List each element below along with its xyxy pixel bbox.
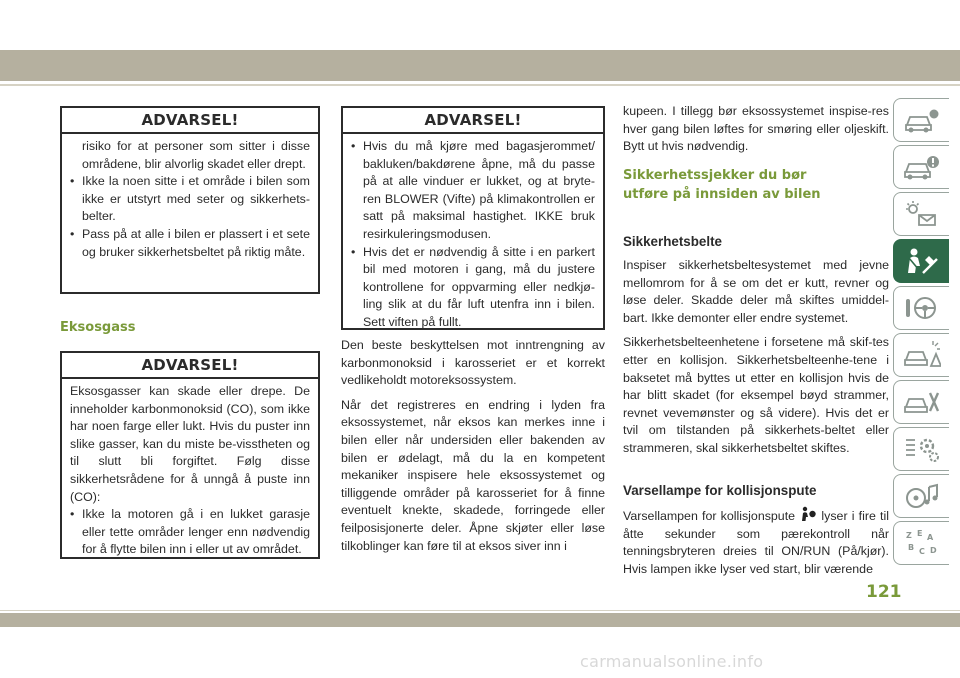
middle-column-text [341, 337, 605, 562]
header-band [0, 50, 960, 81]
svg-text:C: C [918, 547, 925, 556]
seatbelt-safety-icon [903, 246, 941, 276]
warning-bullets [70, 173, 310, 261]
tab-multimedia[interactable] [893, 474, 949, 518]
tab-steering-wheel[interactable] [893, 286, 949, 330]
warning-body [62, 379, 318, 567]
page-number: 121 [866, 582, 902, 602]
warning-body [343, 134, 603, 340]
airbag-warning-icon [799, 506, 817, 522]
header-rule [0, 84, 960, 86]
tab-specifications[interactable] [893, 427, 949, 471]
car-warning-icon [903, 152, 941, 182]
subsection-heading-airbag-lamp: Varsellampe for kollisjonspute [623, 483, 817, 498]
warning-title: ADVARSEL! [343, 108, 603, 134]
paragraph: kupeen. I tillegg bør eksossystemet inspise-res hver gang bilen løftes for smøring eller oljeskift. Bytt ut hvis nødvendig. [623, 104, 889, 154]
warning-box-exhaust [60, 351, 320, 559]
warning-box-seating [60, 106, 320, 294]
tab-car-warning[interactable] [893, 145, 949, 189]
paragraph: Den beste beskyttelsen mot inntrengning av karbonmonoksid i karosseriet er et korrekt vedlikeholdt motoreksossystem. [341, 338, 605, 388]
tab-road-emergency[interactable] [893, 333, 949, 377]
svg-text:A: A [926, 533, 933, 542]
svg-text:E: E [916, 529, 922, 538]
paragraph: Når det registreres en endring i lyden fra eksossystemet, når eksos kan merkes inne i bilen eller når undersiden eller bakenden av bilen er ødelagt, må du la en kompetent mekaniker inspisere hele eksossystemet og tilliggende områder på karosseriet for å finne eventuelt knekte, skadede, forringede eller feilposisjonerte deler. Åpne skjøter eller løse tilkoblinger kan føre til at eksos siver inn i [341, 397, 605, 553]
warning-bullet: • Hvis det er nødvendig å sitte i en parkert bil med motoren i gang, må du justere kontrollene for oppvarming eller nedkjø-ling slik at du får luft utenfra inn i bilen. Sett viften på fullt. [351, 244, 595, 332]
road-emergency-icon [903, 340, 941, 370]
watermark: carmanualsonline.info [580, 652, 764, 671]
warning-box-ventilation [341, 106, 605, 330]
car-info-icon [903, 105, 941, 135]
tab-car-service[interactable] [893, 380, 949, 424]
tab-dashboard-lights[interactable] [893, 192, 949, 236]
seatbelt-text [623, 257, 889, 465]
paragraph [623, 506, 889, 578]
paragraph: Sikkerhetsbelteenhetene i forsetene må skif-tes etter en kollisjon. Sikkerhetsbelteenhe-tene i baksetet må byttes ut etter en kollisjon hvis de har blitt skadet (for eksempel bøyd strammer, revnet vevemønster og så videre). Hvis det er tvil om tilstanden på sikkerhets-beltet eller strammeren, skal sikkerhetsbeltet skiftes. [623, 335, 889, 455]
warning-bullet: • Pass på at alle i bilen er plassert i et sete og bruker sikkerhetsbeltet på riktig måte. [70, 226, 310, 261]
section-heading-inside-checks: Sikkerhetssjekker du bør utføre på innsiden av bilen [623, 168, 821, 202]
tab-index[interactable] [893, 521, 949, 565]
svg-text:D: D [929, 546, 937, 555]
right-column-intro [623, 103, 889, 163]
dashboard-lights-icon [903, 199, 941, 229]
svg-text:B: B [907, 543, 914, 552]
text-after-icon: lyser i fire til åtte sekunder som pærekontroll når tenningsbryteren dreies til ON/RUN (På/kjør). Hvis lampen ikke lyser ved start, blir værende [623, 509, 889, 576]
warning-bullet: • Ikke la noen sitte i et område i bilen som ikke er utstyrt med seter og sikkerhets-belter. [70, 173, 310, 226]
car-service-icon [903, 387, 941, 417]
warning-paragraph: Eksosgasser kan skade eller drepe. De inneholder karbonmonoksid (CO), som ikke har noen farge eller lukt. Hvis du puster inn slike gasser, kan du miste be-visstheten og til slutt bli forgiftet. Følg disse sikkerhetsrådene for å unngå å puste inn (CO): [70, 384, 310, 504]
steering-wheel-icon [903, 293, 941, 323]
footer-band [0, 613, 960, 627]
section-heading-exhaust: Eksosgass [60, 320, 136, 335]
paragraph: Inspiser sikkerhetsbeltesystemet med jevne mellomrom for å se om det er kutt, revner og løse deler. Skadde deler må skiftes umiddel-bart. Ikke demonter eller endre systemet. [623, 258, 889, 325]
warning-body [62, 134, 318, 269]
warning-continuation: risiko for at personer som sitter i disse områdene, blir alvorlig skadet eller drept. [82, 139, 310, 171]
text-before-icon: Varsellampen for kollisjonspute [623, 509, 796, 523]
specifications-gears-icon [903, 434, 941, 464]
svg-text:Z: Z [905, 531, 912, 540]
multimedia-icon [903, 481, 941, 511]
chapter-tabs [893, 98, 949, 568]
warning-bullets [70, 506, 310, 559]
tab-seatbelt-safety[interactable] [893, 239, 949, 283]
warning-title: ADVARSEL! [62, 353, 318, 379]
index-letters-icon [903, 528, 941, 558]
subsection-heading-seatbelt: Sikkerhetsbelte [623, 234, 722, 249]
warning-bullets [351, 138, 595, 332]
warning-title: ADVARSEL! [62, 108, 318, 134]
airbag-lamp-text [623, 506, 889, 585]
warning-bullet: • Hvis du må kjøre med bagasjerommet/ bakluken/bakdørene åpne, må du passe på at alle vinduer er lukket, og at bryte-ren BLOWER (Vifte) på klimakontrollen er satt på maksimal hastighet. IKKE bruk resirkuleringsmodusen. [351, 138, 595, 244]
warning-bullet: • Ikke la motoren gå i en lukket garasje eller tette områder lenger enn nødvendig for å flytte bilen inn i eller ut av området. [70, 506, 310, 559]
tab-car-info[interactable] [893, 98, 949, 142]
footer-rule [0, 610, 960, 611]
